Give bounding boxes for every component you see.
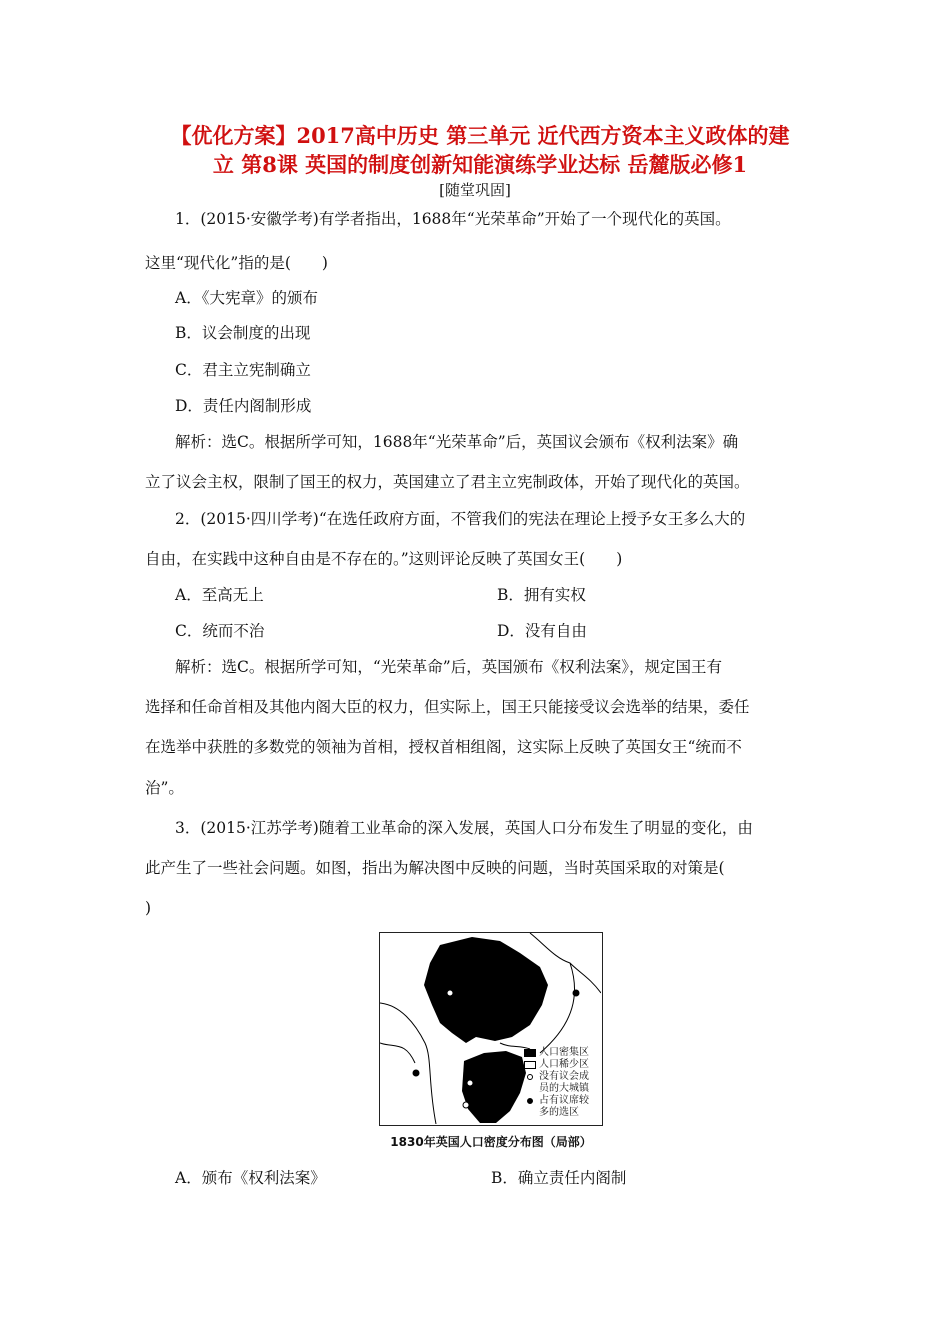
question-2-stem-line-2: 自由，在实践中这种自由是不存在的。”这则评论反映了英国女王( )	[145, 550, 623, 568]
question-2-option-b: B．拥有实权	[497, 586, 586, 604]
legend-label-part: 占有议席较	[539, 1095, 589, 1106]
question-2-analysis-line-4: 治”。	[145, 779, 184, 797]
title-line-1: 【优化方案】2017高中历史 第三单元 近代西方资本主义政体的建	[170, 123, 790, 148]
town-circle	[467, 1080, 473, 1086]
district-dot	[505, 952, 511, 958]
question-2-stem-line-1: 2．(2015·四川学考)“在选任政府方面，不管我们的宪法在理论上授予女王多么大的	[175, 510, 746, 528]
border-line	[540, 963, 575, 1053]
question-3-stem-line-1: 3．(2015·江苏学考)随着工业革命的深入发展，英国人口分布发生了明显的变化，由	[175, 819, 753, 837]
legend-label-part: 没有议会成	[539, 1071, 589, 1082]
section-label: [随堂巩固]	[439, 181, 511, 199]
legend-district	[524, 1095, 594, 1119]
figure-caption: 1830年英国人口密度分布图（局部）	[390, 1135, 592, 1149]
legend-label: 人口稀少区	[539, 1059, 589, 1070]
filled-circle-icon	[524, 1095, 536, 1104]
question-1-stem-line-1: 1．(2015·安徽学考)有学者指出，1688年“光荣革命”开始了一个现代化的英国。	[175, 210, 731, 228]
sparse-swatch-icon	[524, 1061, 536, 1069]
question-2-analysis-line-2: 选择和任命首相及其他内阁大臣的权力，但实际上，国王只能接受议会选举的结果，委任	[145, 698, 750, 716]
question-1-analysis-line-2: 立了议会主权，限制了国王的权力，英国建立了君主立宪制政体，开始了现代化的英国。	[145, 473, 750, 491]
town-circle	[463, 1102, 469, 1108]
title-line-2: 立 第8课 英国的制度创新知能演练学业达标 岳麓版必修1	[212, 152, 748, 177]
legend-label: 人口密集区	[539, 1047, 589, 1058]
legend-dense	[524, 1047, 594, 1059]
legend-town	[524, 1071, 594, 1095]
map-legend	[524, 1047, 594, 1119]
question-2-option-c: C．统而不治	[175, 622, 265, 640]
question-1-option-d: D．责任内阁制形成	[175, 397, 312, 415]
legend-label-part: 员的大城镇	[539, 1083, 589, 1094]
question-2-option-d: D．没有自由	[497, 622, 587, 640]
district-dot	[573, 990, 580, 997]
question-3-option-b: B．确立责任内阁制	[491, 1169, 627, 1187]
river-line	[380, 1043, 415, 1063]
question-1-analysis-line-1: 解析：选C。根据所学可知，1688年“光荣革命”后，英国议会颁布《权利法案》确	[175, 433, 739, 451]
legend-label	[539, 1071, 589, 1095]
question-3-option-a: A．颁布《权利法案》	[175, 1169, 326, 1187]
question-1-option-a: A．《大宪章》的颁布	[175, 289, 318, 307]
dense-area-south	[462, 1051, 526, 1123]
legend-label	[539, 1095, 589, 1119]
question-3-stem-line-2: 此产生了一些社会问题。如图，指出为解决图中反映的问题，当时英国采取的对策是(	[145, 859, 725, 877]
document-title	[140, 121, 820, 179]
question-1-option-b: B．议会制度的出现	[175, 324, 311, 342]
open-circle-icon	[524, 1071, 536, 1080]
coastline	[380, 1003, 436, 1124]
district-dot	[413, 1070, 420, 1077]
legend-label-part: 多的选区	[539, 1107, 579, 1118]
question-2-option-a: A．至高无上	[175, 586, 264, 604]
question-3-stem-line-3: )	[145, 899, 152, 917]
dense-area-north	[424, 937, 548, 1043]
district-dot	[525, 960, 531, 966]
question-2-analysis-line-1: 解析：选C。根据所学可知，“光荣革命”后，英国颁布《权利法案》，规定国王有	[175, 658, 722, 676]
legend-sparse	[524, 1059, 594, 1071]
question-2-analysis-line-3: 在选举中获胜的多数党的领袖为首相，授权首相组阁，这实际上反映了英国女王“统而不	[145, 738, 742, 756]
town-circle	[447, 990, 453, 996]
question-1-option-c: C．君主立宪制确立	[175, 361, 311, 379]
question-1-stem-line-2: 这里“现代化”指的是( )	[145, 254, 328, 272]
dense-swatch-icon	[524, 1049, 536, 1057]
